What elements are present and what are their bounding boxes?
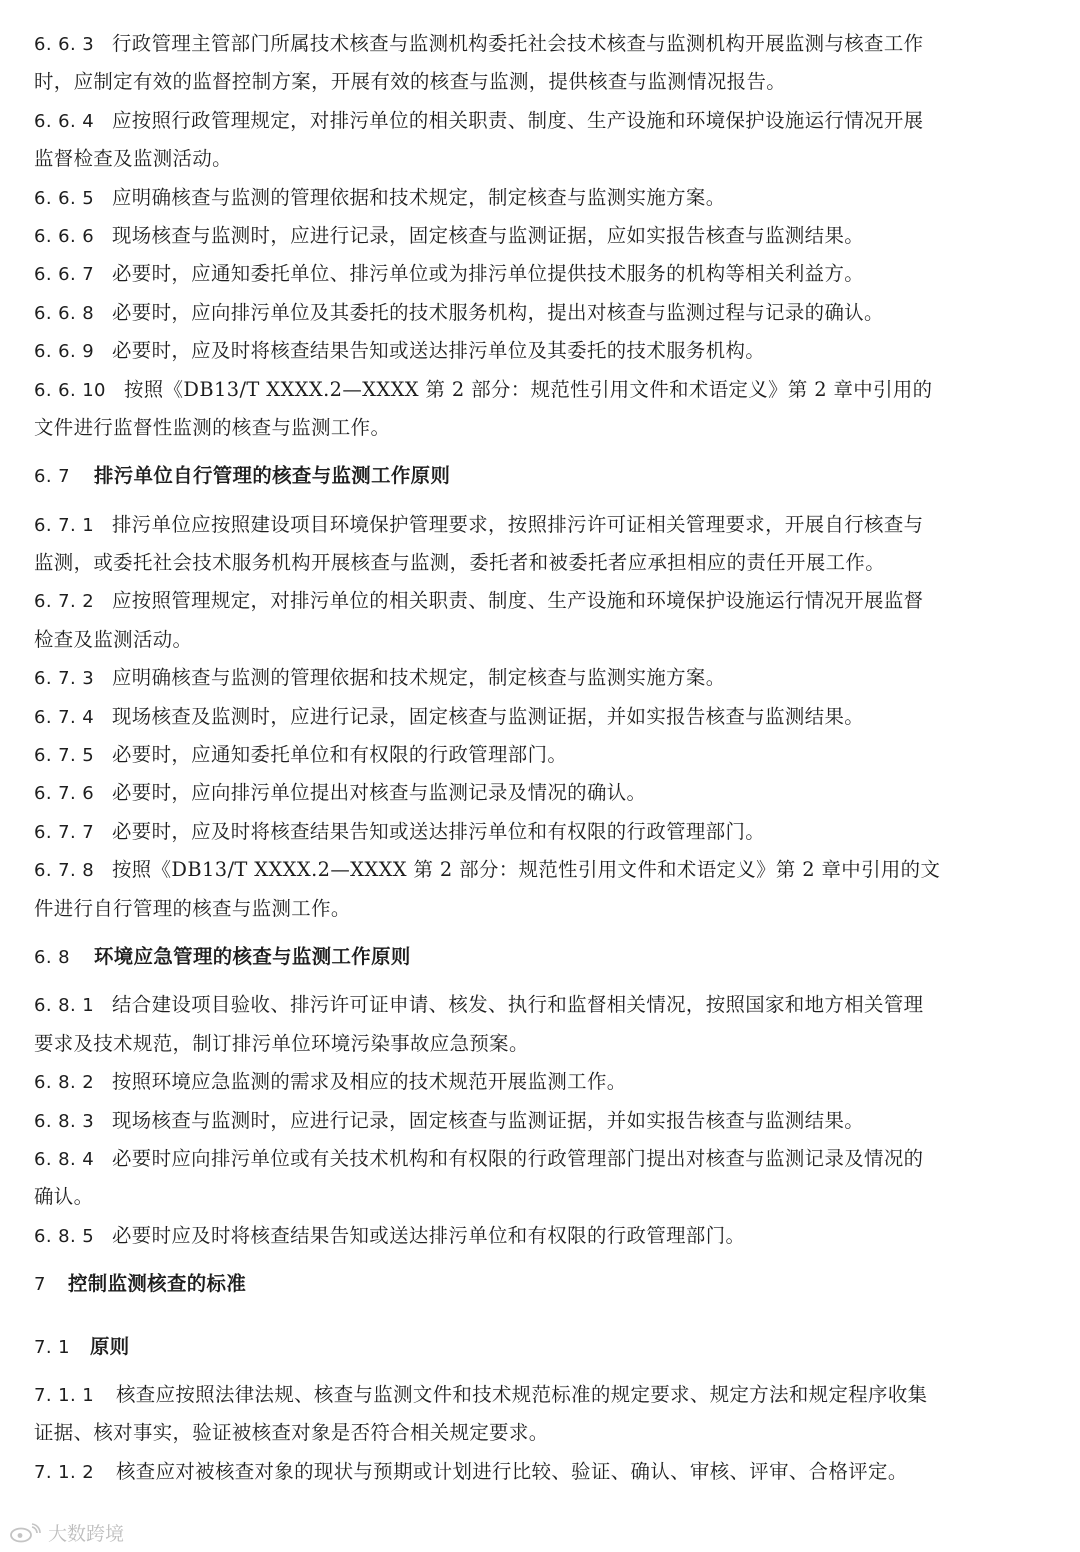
clause-text: 核查应对被核查对象的现状与预期或计划进行比较、验证、确认、审核、评审、合格评定。 (116, 1459, 908, 1483)
clause-number: 6. 8. 2 (34, 1072, 95, 1094)
clause-continuation: 要求及技术规范，制订排污单位环境污染事故应急预案。 (34, 1031, 529, 1055)
clause-continuation: 检查及监测活动。 (34, 627, 193, 651)
clause-number: 6. 6. 3 (34, 34, 95, 55)
clause-number: 6. 6. 10 (34, 379, 106, 401)
clause-6-6-8 (34, 294, 1049, 332)
clause-text: 应按照行政管理规定，对排污单位的相关职责、制度、生产设施和环境保护设施运行情况开展 (112, 108, 924, 132)
clause-6-8-3 (34, 1102, 1049, 1140)
clause-text: 必要时，应向排污单位提出对核查与监测记录及情况的确认。 (112, 781, 647, 805)
clause-text: 必要时，应通知委托单位和有权限的行政管理部门。 (112, 743, 568, 767)
heading-number: 7. 1 (34, 1336, 70, 1358)
heading-number: 6. 8 (34, 946, 70, 968)
clause-number: 7. 1. 1 (34, 1384, 95, 1406)
clause-6-7-5 (34, 736, 1049, 774)
heading-number: 7 (34, 1274, 46, 1296)
clause-6-8-5 (34, 1217, 1049, 1255)
clause-number: 6. 7. 1 (34, 514, 95, 536)
clause-number: 6. 8. 4 (34, 1148, 95, 1170)
clause-number: 6. 7. 8 (34, 860, 95, 882)
clause-7-1-2 (34, 1453, 1049, 1491)
heading-number: 6. 7 (34, 466, 70, 488)
clause-continuation: 监测，或委托社会技术服务机构开展核查与监测，委托者和被委托者应承担相应的责任开展工作。 (34, 551, 885, 575)
clause-6-7-3 (34, 659, 1049, 697)
section-heading-6-7 (34, 457, 1049, 495)
clause-number: 6. 7. 5 (34, 745, 95, 767)
clause-text: 现场核查及监测时，应进行记录，固定核查与监测证据，并如实报告核查与监测结果。 (112, 704, 865, 728)
clause-number: 6. 7. 6 (34, 783, 95, 805)
clause-text: 现场核查与监测时，应进行记录，固定核查与监测证据，并如实报告核查与监测结果。 (112, 1108, 865, 1132)
clause-text: 按照环境应急监测的需求及相应的技术规范开展监测工作。 (112, 1070, 627, 1094)
clause-text: 必要时，应及时将核查结果告知或送达排污单位和有权限的行政管理部门。 (112, 819, 766, 843)
clause-6-7-7 (34, 813, 1049, 851)
clause-number: 6. 8. 5 (34, 1225, 95, 1247)
clause-continuation: 证据、核对事实，验证被核查对象是否符合相关规定要求。 (34, 1421, 549, 1445)
clause-text: 应按照管理规定，对排污单位的相关职责、制度、生产设施和环境保护设施运行情况开展监督 (112, 589, 924, 613)
heading-title: 原则 (90, 1334, 130, 1358)
clause-continuation: 确认。 (34, 1185, 94, 1209)
heading-title: 排污单位自行管理的核查与监测工作原则 (94, 464, 451, 488)
clause-text: 排污单位应按照建设项目环境保护管理要求，按照排污许可证相关管理要求，开展自行核查与 (112, 512, 924, 536)
clause-continuation: 时，应制定有效的监督控制方案，开展有效的核查与监测，提供核查与监测情况报告。 (34, 70, 787, 94)
clause-number: 6. 7. 7 (34, 821, 95, 843)
clause-text: 应明确核查与监测的管理依据和技术规定，制定核查与监测实施方案。 (112, 666, 726, 690)
clause-number: 6. 7. 2 (34, 591, 95, 613)
clause-text: 按照《DB13/T XXXX.2—XXXX 第 2 部分：规范性引用文件和术语定义》第 2 章中引用的 (124, 377, 933, 401)
watermark-text: 大数跨境 (48, 1523, 125, 1545)
clause-text: 应明确核查与监测的管理依据和技术规定，制定核查与监测实施方案。 (112, 185, 726, 209)
clause-number: 7. 1. 2 (34, 1461, 95, 1483)
clause-number: 6. 8. 3 (34, 1110, 95, 1132)
clause-6-6-9 (34, 332, 1049, 370)
clause-text: 必要时应及时将核查结果告知或送达排污单位和有权限的行政管理部门。 (112, 1223, 746, 1247)
clause-6-6-7 (34, 255, 1049, 293)
clause-6-6-6 (34, 217, 1049, 255)
clause-text: 必要时，应及时将核查结果告知或送达排污单位及其委托的技术服务机构。 (112, 339, 766, 363)
clause-continuation: 监督检查及监测活动。 (34, 147, 232, 171)
clause-6-7-8 (34, 851, 1049, 889)
heading-title: 控制监测核查的标准 (68, 1272, 247, 1296)
clause-text: 必要时，应通知委托单位、排污单位或为排污单位提供技术服务的机构等相关利益方。 (112, 262, 865, 286)
clause-text: 核查应按照法律法规、核查与监测文件和技术规范标准的规定要求、规定方法和规定程序收集 (116, 1382, 928, 1406)
clause-6-6-10 (34, 371, 1049, 409)
heading-title: 环境应急管理的核查与监测工作原则 (94, 944, 411, 968)
clause-6-6-3 (34, 25, 1049, 63)
section-heading-7-1 (34, 1328, 1049, 1366)
clause-number: 6. 6. 4 (34, 110, 95, 132)
clause-text: 必要时，应向排污单位及其委托的技术服务机构，提出对核查与监测过程与记录的确认。 (112, 300, 884, 324)
clause-number: 6. 6. 6 (34, 225, 95, 247)
document-page (34, 25, 1049, 1491)
clause-6-6-5 (34, 179, 1049, 217)
clause-number: 6. 7. 4 (34, 706, 95, 728)
clause-text: 按照《DB13/T XXXX.2—XXXX 第 2 部分：规范性引用文件和术语定义》第 2 章中引用的文 (112, 858, 941, 882)
weibo-logo-icon (8, 1523, 42, 1543)
clause-number: 6. 6. 7 (34, 264, 95, 286)
section-heading-6-8 (34, 938, 1049, 976)
clause-7-1-1 (34, 1376, 1049, 1414)
clause-6-7-4 (34, 698, 1049, 736)
clause-6-8-1 (34, 986, 1049, 1024)
clause-number: 6. 8. 1 (34, 995, 95, 1017)
clause-continuation: 件进行自行管理的核查与监测工作。 (34, 896, 351, 920)
clause-6-7-2 (34, 582, 1049, 620)
clause-6-8-4 (34, 1140, 1049, 1178)
clause-number: 6. 6. 9 (34, 341, 95, 363)
section-heading-7 (34, 1265, 1049, 1303)
clause-text: 必要时应向排污单位或有关技术机构和有权限的行政管理部门提出对核查与监测记录及情况的 (112, 1146, 924, 1170)
clause-6-6-4 (34, 102, 1049, 140)
clause-number: 6. 7. 3 (34, 668, 95, 690)
clause-text: 行政管理主管部门所属技术核查与监测机构委托社会技术核查与监测机构开展监测与核查工作 (112, 32, 924, 55)
clause-6-8-2 (34, 1063, 1049, 1101)
clause-6-7-1 (34, 506, 1049, 544)
clause-number: 6. 6. 8 (34, 302, 95, 324)
clause-text: 现场核查与监测时，应进行记录，固定核查与监测证据，应如实报告核查与监测结果。 (112, 223, 865, 247)
clause-continuation: 文件进行监督性监测的核查与监测工作。 (34, 415, 391, 439)
clause-number: 6. 6. 5 (34, 187, 95, 209)
clause-text: 结合建设项目验收、排污许可证申请、核发、执行和监督相关情况，按照国家和地方相关管理 (112, 993, 924, 1017)
clause-6-7-6 (34, 774, 1049, 812)
watermark (8, 1519, 124, 1546)
